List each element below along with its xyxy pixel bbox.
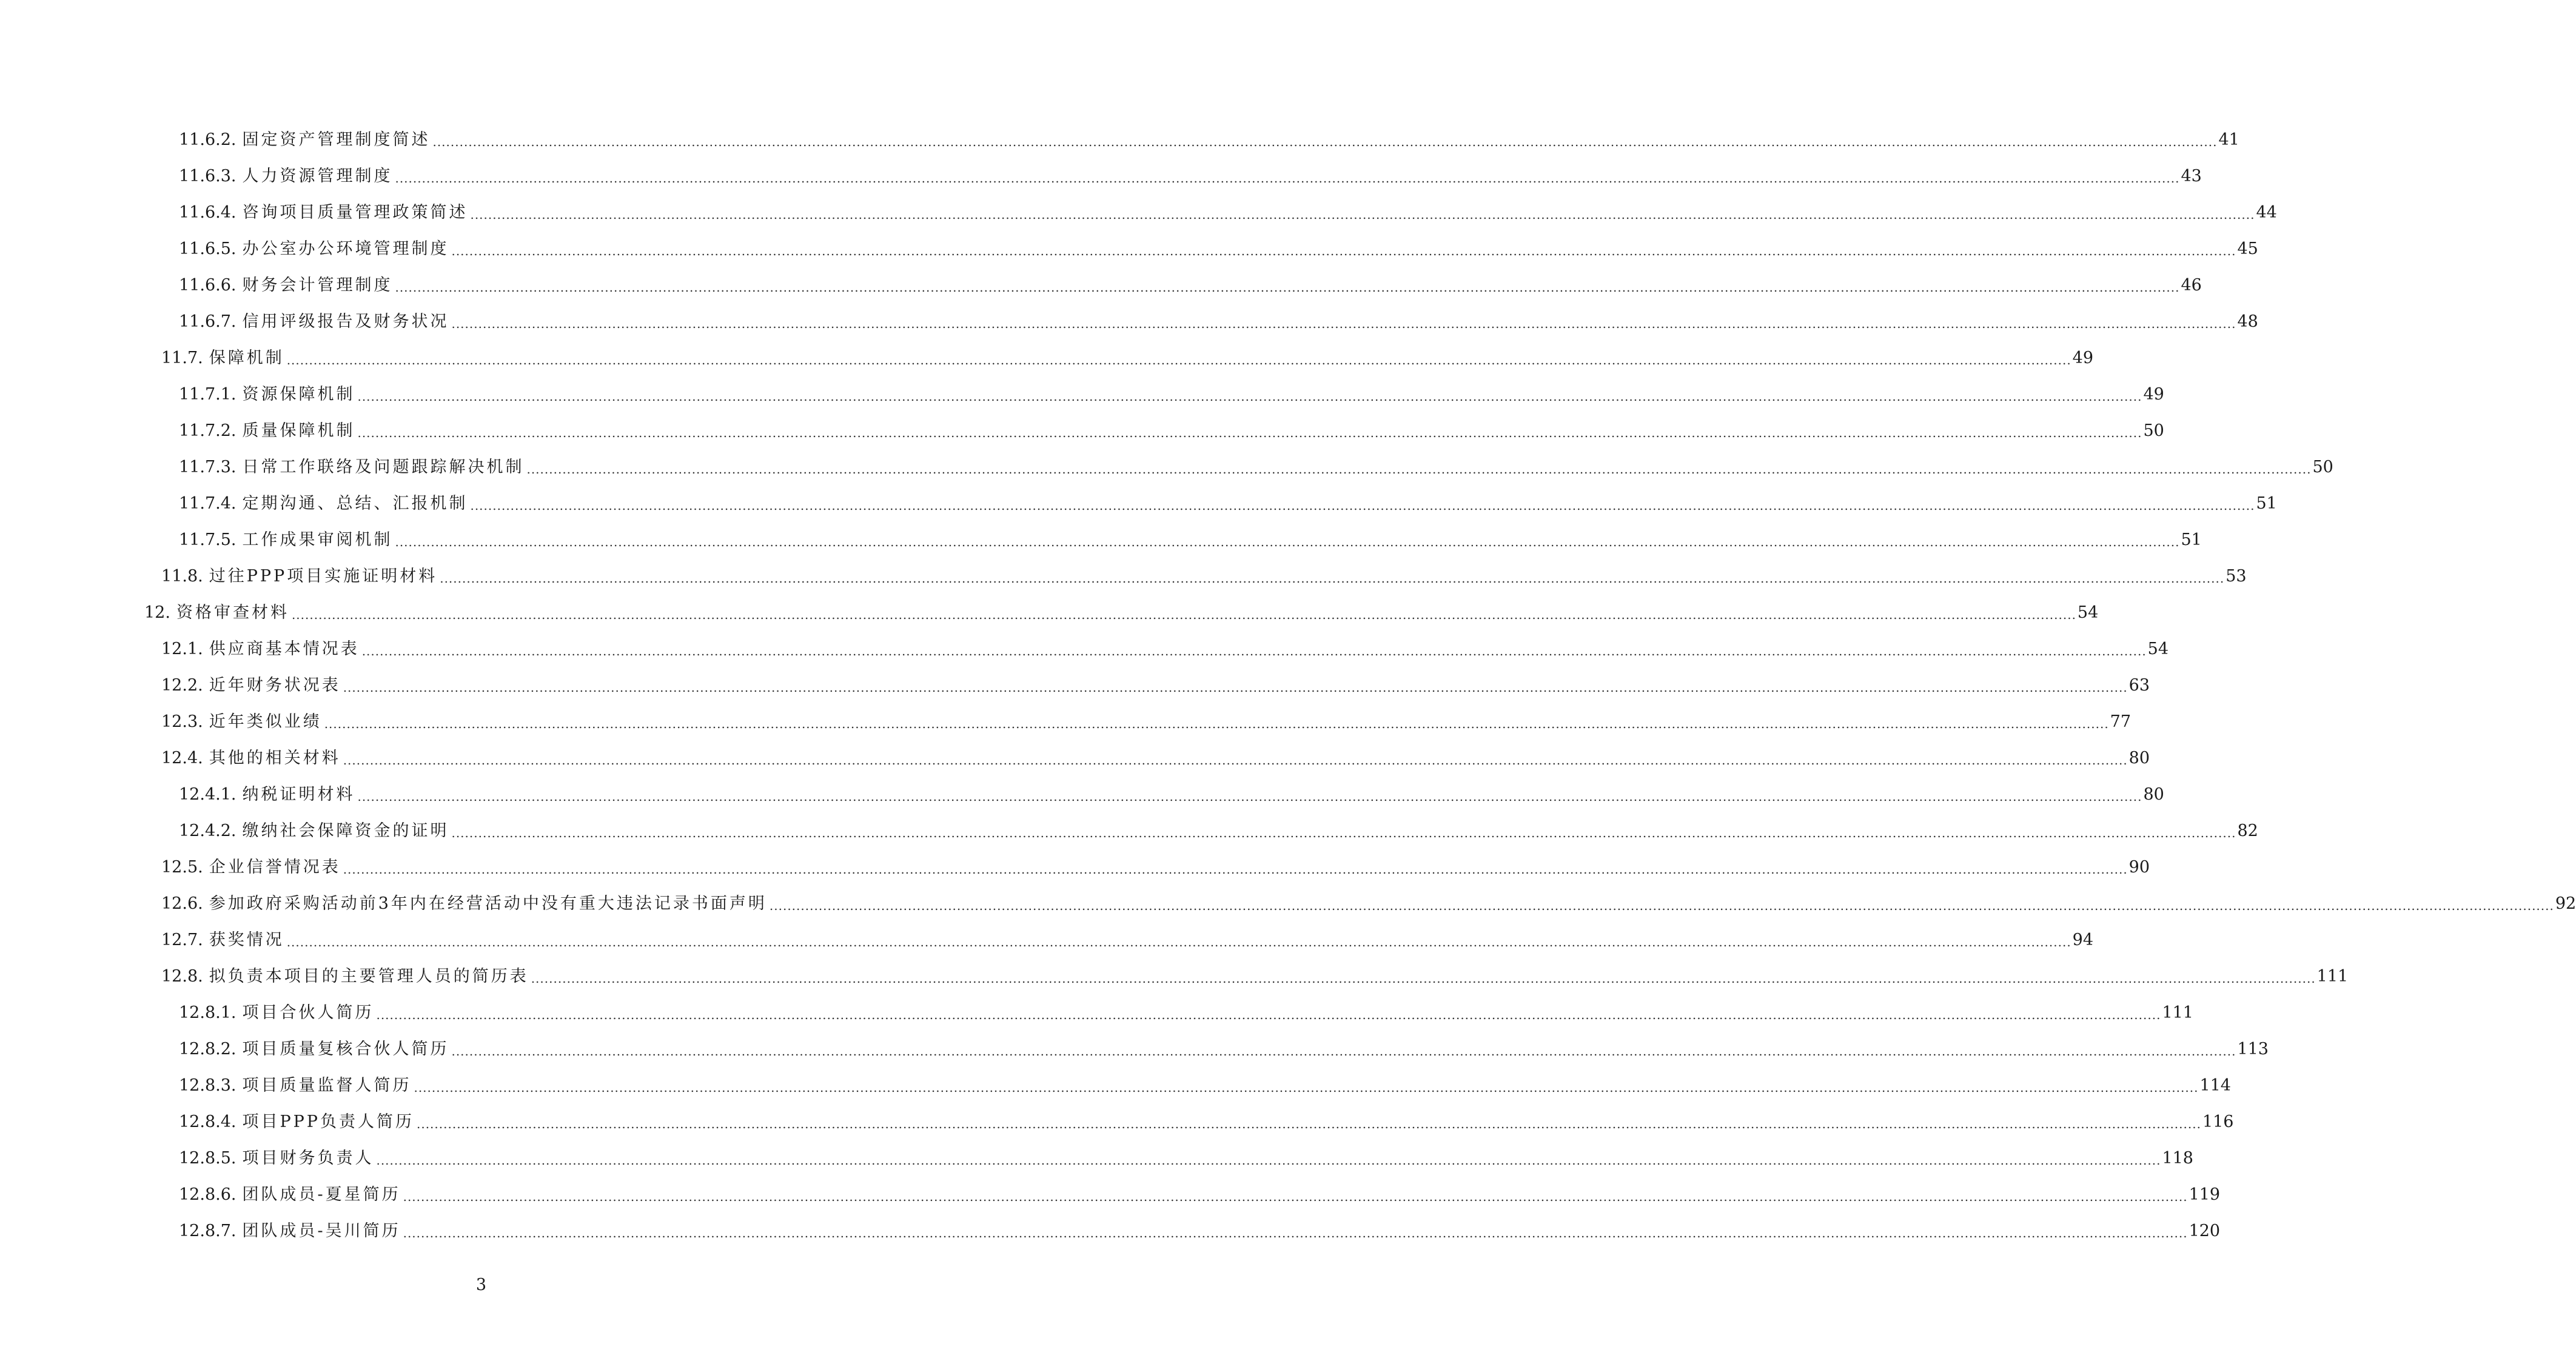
toc-entry-title: 纳税证明材料	[242, 785, 355, 804]
toc-entry-page: 111	[2162, 1003, 2193, 1022]
toc-entry-number: 11.7.2.	[179, 421, 236, 440]
toc-entry[interactable]	[0, 152, 2202, 188]
toc-entry[interactable]	[0, 988, 2193, 1025]
toc-leader-dots: ................................................................................................................................................................................................................................................................................................................................................................................................................	[395, 280, 2180, 295]
toc-leader-dots: ................................................................................................................................................................................................................................................................................................................................................................................................................	[451, 1044, 2236, 1058]
toc-entry-title: 近年财务状况表	[209, 676, 341, 695]
toc-entry[interactable]	[0, 588, 2099, 624]
toc-entry-title: 定期沟通、总结、汇报机制	[242, 494, 468, 513]
toc-leader-dots: ................................................................................................................................................................................................................................................................................................................................................................................................................	[403, 1226, 2188, 1240]
toc-leader-dots: ................................................................................................................................................................................................................................................................................................................................................................................................................	[361, 644, 2147, 658]
toc-entry-page: 114	[2199, 1076, 2231, 1095]
toc-entry-title: 日常工作联络及问题跟踪解决机制	[242, 458, 525, 477]
toc-entry-title: 项目财务负责人	[242, 1149, 374, 1168]
toc-entry-number: 12.8.6.	[179, 1185, 236, 1204]
toc-entry[interactable]	[0, 952, 2349, 988]
toc-entry[interactable]	[0, 915, 2094, 952]
toc-entry-title: 参加政府采购活动前3年内在经营活动中没有重大违法记录书面声明	[209, 894, 767, 913]
toc-leader-dots: ................................................................................................................................................................................................................................................................................................................................................................................................................	[451, 316, 2236, 331]
toc-entry-number: 11.6.5.	[179, 239, 236, 258]
toc-leader-dots: ................................................................................................................................................................................................................................................................................................................................................................................................................	[403, 1189, 2188, 1204]
toc-entry-page: 50	[2312, 458, 2333, 477]
toc-entry-page: 77	[2110, 712, 2132, 731]
toc-entry-page: 48	[2237, 312, 2258, 331]
toc-entry-title: 其他的相关材料	[209, 749, 341, 767]
toc-entry[interactable]	[0, 224, 2258, 261]
toc-entry[interactable]	[0, 661, 2150, 697]
toc-entry-page: 63	[2128, 676, 2150, 695]
toc-leader-dots: ................................................................................................................................................................................................................................................................................................................................................................................................................	[470, 207, 2255, 222]
toc-entry-number: 11.7.4.	[179, 494, 236, 513]
toc-entry-page: 46	[2181, 276, 2202, 295]
toc-entry-title: 企业信誉情况表	[209, 858, 341, 877]
toc-entry-title: 供应商基本情况表	[209, 640, 360, 658]
toc-leader-dots: ................................................................................................................................................................................................................................................................................................................................................................................................................	[291, 607, 2076, 622]
toc-entry-number: 12.4.1.	[179, 785, 236, 804]
toc-entry-page: 92	[2555, 894, 2576, 913]
toc-entry[interactable]	[0, 115, 2239, 152]
toc-entry-title: 获奖情况	[209, 931, 284, 949]
toc-entry-title: 项目质量复核合伙人简历	[242, 1040, 449, 1058]
toc-entry[interactable]	[0, 879, 2576, 915]
toc-entry[interactable]	[0, 1134, 2193, 1170]
toc-entry[interactable]	[0, 443, 2333, 479]
toc-entry-title: 人力资源管理制度	[242, 167, 393, 186]
toc-entry-number: 12.8.7.	[179, 1222, 236, 1240]
toc-entry-number: 12.8.2.	[179, 1040, 236, 1058]
toc-entry[interactable]	[0, 843, 2150, 879]
toc-entry-title: 项目PPP负责人简历	[242, 1112, 414, 1131]
page-number: 3	[475, 1276, 487, 1294]
toc-entry-page: 116	[2202, 1112, 2234, 1131]
toc-entry-title: 固定资产管理制度简述	[242, 130, 431, 149]
toc-entry-number: 12.2.	[161, 676, 203, 695]
toc-entry-title: 团队成员-吴川简历	[242, 1222, 401, 1240]
toc-entry-number: 12.	[144, 603, 170, 622]
toc-entry-number: 12.8.4.	[179, 1112, 236, 1131]
toc-entry[interactable]	[0, 1206, 2221, 1243]
toc-entry-page: 54	[2147, 640, 2169, 658]
toc-entry[interactable]	[0, 624, 2169, 661]
toc-entry-number: 11.6.2.	[179, 130, 236, 149]
toc-entry-page: 120	[2189, 1222, 2221, 1240]
toc-entry-number: 12.1.	[161, 640, 203, 658]
toc-leader-dots: ................................................................................................................................................................................................................................................................................................................................................................................................................	[470, 498, 2255, 513]
toc-entry-title: 团队成员-夏星简历	[242, 1185, 401, 1204]
toc-leader-dots: ................................................................................................................................................................................................................................................................................................................................................................................................................	[432, 135, 2218, 149]
toc-leader-dots: ................................................................................................................................................................................................................................................................................................................................................................................................................	[357, 426, 2142, 440]
toc-entry-title: 过往PPP项目实施证明材料	[209, 567, 438, 586]
toc-entry[interactable]	[0, 806, 2258, 843]
toc-entry[interactable]	[0, 333, 2094, 370]
toc-entry-title: 工作成果审阅机制	[242, 530, 393, 549]
toc-entry-number: 12.8.1.	[179, 1003, 236, 1022]
toc-leader-dots: ................................................................................................................................................................................................................................................................................................................................................................................................................	[440, 571, 2225, 586]
toc-entry-number: 11.6.4.	[179, 203, 236, 222]
toc-leader-dots: ................................................................................................................................................................................................................................................................................................................................................................................................................	[769, 898, 2554, 913]
toc-entry-number: 11.6.3.	[179, 167, 236, 186]
toc-entry-title: 项目质量监督人简历	[242, 1076, 412, 1095]
toc-entry-number: 12.7.	[161, 931, 203, 949]
toc-leader-dots: ................................................................................................................................................................................................................................................................................................................................................................................................................	[526, 462, 2312, 477]
toc-entry-title: 近年类似业绩	[209, 712, 322, 731]
toc-entry[interactable]	[0, 1097, 2234, 1134]
toc-entry-page: 111	[2316, 967, 2349, 986]
toc-leader-dots: ................................................................................................................................................................................................................................................................................................................................................................................................................	[343, 680, 2128, 695]
toc-entry-page: 44	[2256, 203, 2277, 222]
toc-entry-number: 12.4.	[161, 749, 203, 767]
toc-entry-page: 80	[2128, 749, 2150, 767]
toc-entry-page: 50	[2143, 421, 2164, 440]
toc-entry[interactable]	[0, 370, 2164, 406]
toc-entry-page: 90	[2128, 858, 2150, 877]
toc-entry[interactable]	[0, 770, 2164, 806]
toc-leader-dots: ................................................................................................................................................................................................................................................................................................................................................................................................................	[324, 717, 2109, 731]
toc-entry-page: 118	[2162, 1149, 2193, 1168]
toc-entry-number: 12.8.	[161, 967, 203, 986]
toc-entry-number: 12.8.5.	[179, 1149, 236, 1168]
toc-entry[interactable]	[0, 734, 2150, 770]
toc-entry-title: 资格审查材料	[176, 603, 289, 622]
toc-entry-title: 信用评级报告及财务状况	[242, 312, 449, 331]
toc-entry-page: 82	[2237, 821, 2258, 840]
toc-entry-title: 项目合伙人简历	[242, 1003, 374, 1022]
toc-leader-dots: ................................................................................................................................................................................................................................................................................................................................................................................................................	[414, 1080, 2199, 1095]
toc-entry[interactable]	[0, 479, 2277, 515]
toc-entry-number: 11.6.7.	[179, 312, 236, 331]
toc-leader-dots: ................................................................................................................................................................................................................................................................................................................................................................................................................	[395, 535, 2180, 549]
toc-entry-page: 53	[2225, 567, 2247, 586]
toc-leader-dots: ................................................................................................................................................................................................................................................................................................................................................................................................................	[531, 971, 2316, 986]
toc-entry-title: 缴纳社会保障资金的证明	[242, 821, 449, 840]
toc-entry[interactable]	[0, 261, 2202, 297]
toc-entry[interactable]	[0, 297, 2258, 333]
toc-leader-dots: ................................................................................................................................................................................................................................................................................................................................................................................................................	[286, 935, 2071, 949]
toc-leader-dots: ................................................................................................................................................................................................................................................................................................................................................................................................................	[416, 1117, 2201, 1131]
toc-entry-number: 11.7.3.	[179, 458, 236, 477]
toc-entry[interactable]	[0, 406, 2164, 443]
toc-entry-page: 51	[2256, 494, 2277, 513]
toc-leader-dots: ................................................................................................................................................................................................................................................................................................................................................................................................................	[451, 826, 2236, 840]
toc-entry-page: 80	[2143, 785, 2164, 804]
toc-entry-number: 12.5.	[161, 858, 203, 877]
toc-entry-number: 12.3.	[161, 712, 203, 731]
toc-entry-page: 41	[2218, 130, 2239, 149]
toc-entry-page: 113	[2237, 1040, 2269, 1058]
toc-entry-title: 咨询项目质量管理政策简述	[242, 203, 468, 222]
toc-entry-number: 11.6.6.	[179, 276, 236, 295]
toc-entry-page: 54	[2077, 603, 2099, 622]
toc-leader-dots: ................................................................................................................................................................................................................................................................................................................................................................................................................	[343, 753, 2128, 767]
toc-entry[interactable]	[0, 552, 2247, 588]
toc-entry-page: 45	[2237, 239, 2258, 258]
toc-entry-number: 12.8.3.	[179, 1076, 236, 1095]
toc-entry[interactable]	[0, 188, 2277, 224]
toc-entry-page: 119	[2189, 1185, 2221, 1204]
toc-entry[interactable]	[0, 1170, 2221, 1206]
toc-leader-dots: ................................................................................................................................................................................................................................................................................................................................................................................................................	[376, 1008, 2161, 1022]
toc-entry-number: 11.8.	[161, 567, 203, 586]
toc-entry-page: 49	[2143, 385, 2164, 404]
toc-entry-page: 43	[2181, 167, 2202, 186]
toc-entry-title: 保障机制	[209, 349, 284, 367]
table-of-contents	[0, 115, 2576, 1243]
toc-leader-dots: ................................................................................................................................................................................................................................................................................................................................................................................................................	[357, 389, 2142, 404]
toc-entry-number: 11.7.5.	[179, 530, 236, 549]
toc-leader-dots: ................................................................................................................................................................................................................................................................................................................................................................................................................	[357, 789, 2142, 804]
toc-entry-number: 11.7.	[161, 349, 203, 367]
toc-entry[interactable]	[0, 515, 2202, 552]
toc-leader-dots: ................................................................................................................................................................................................................................................................................................................................................................................................................	[376, 1153, 2161, 1168]
toc-entry[interactable]	[0, 1025, 2269, 1061]
toc-entry-page: 51	[2181, 530, 2202, 549]
toc-leader-dots: ................................................................................................................................................................................................................................................................................................................................................................................................................	[451, 244, 2236, 258]
toc-leader-dots: ................................................................................................................................................................................................................................................................................................................................................................................................................	[395, 171, 2180, 186]
toc-leader-dots: ................................................................................................................................................................................................................................................................................................................................................................................................................	[286, 353, 2071, 367]
toc-entry[interactable]	[0, 1061, 2231, 1097]
toc-entry-number: 11.7.1.	[179, 385, 236, 404]
toc-entry-title: 财务会计管理制度	[242, 276, 393, 295]
toc-entry-page: 49	[2072, 349, 2094, 367]
toc-leader-dots: ................................................................................................................................................................................................................................................................................................................................................................................................................	[343, 862, 2128, 877]
toc-entry-page: 94	[2072, 931, 2094, 949]
toc-entry[interactable]	[0, 697, 2132, 734]
toc-entry-title: 办公室办公环境管理制度	[242, 239, 449, 258]
toc-entry-title: 资源保障机制	[242, 385, 355, 404]
toc-entry-number: 12.6.	[161, 894, 203, 913]
toc-entry-title: 拟负责本项目的主要管理人员的简历表	[209, 967, 529, 986]
toc-entry-title: 质量保障机制	[242, 421, 355, 440]
toc-entry-number: 12.4.2.	[179, 821, 236, 840]
